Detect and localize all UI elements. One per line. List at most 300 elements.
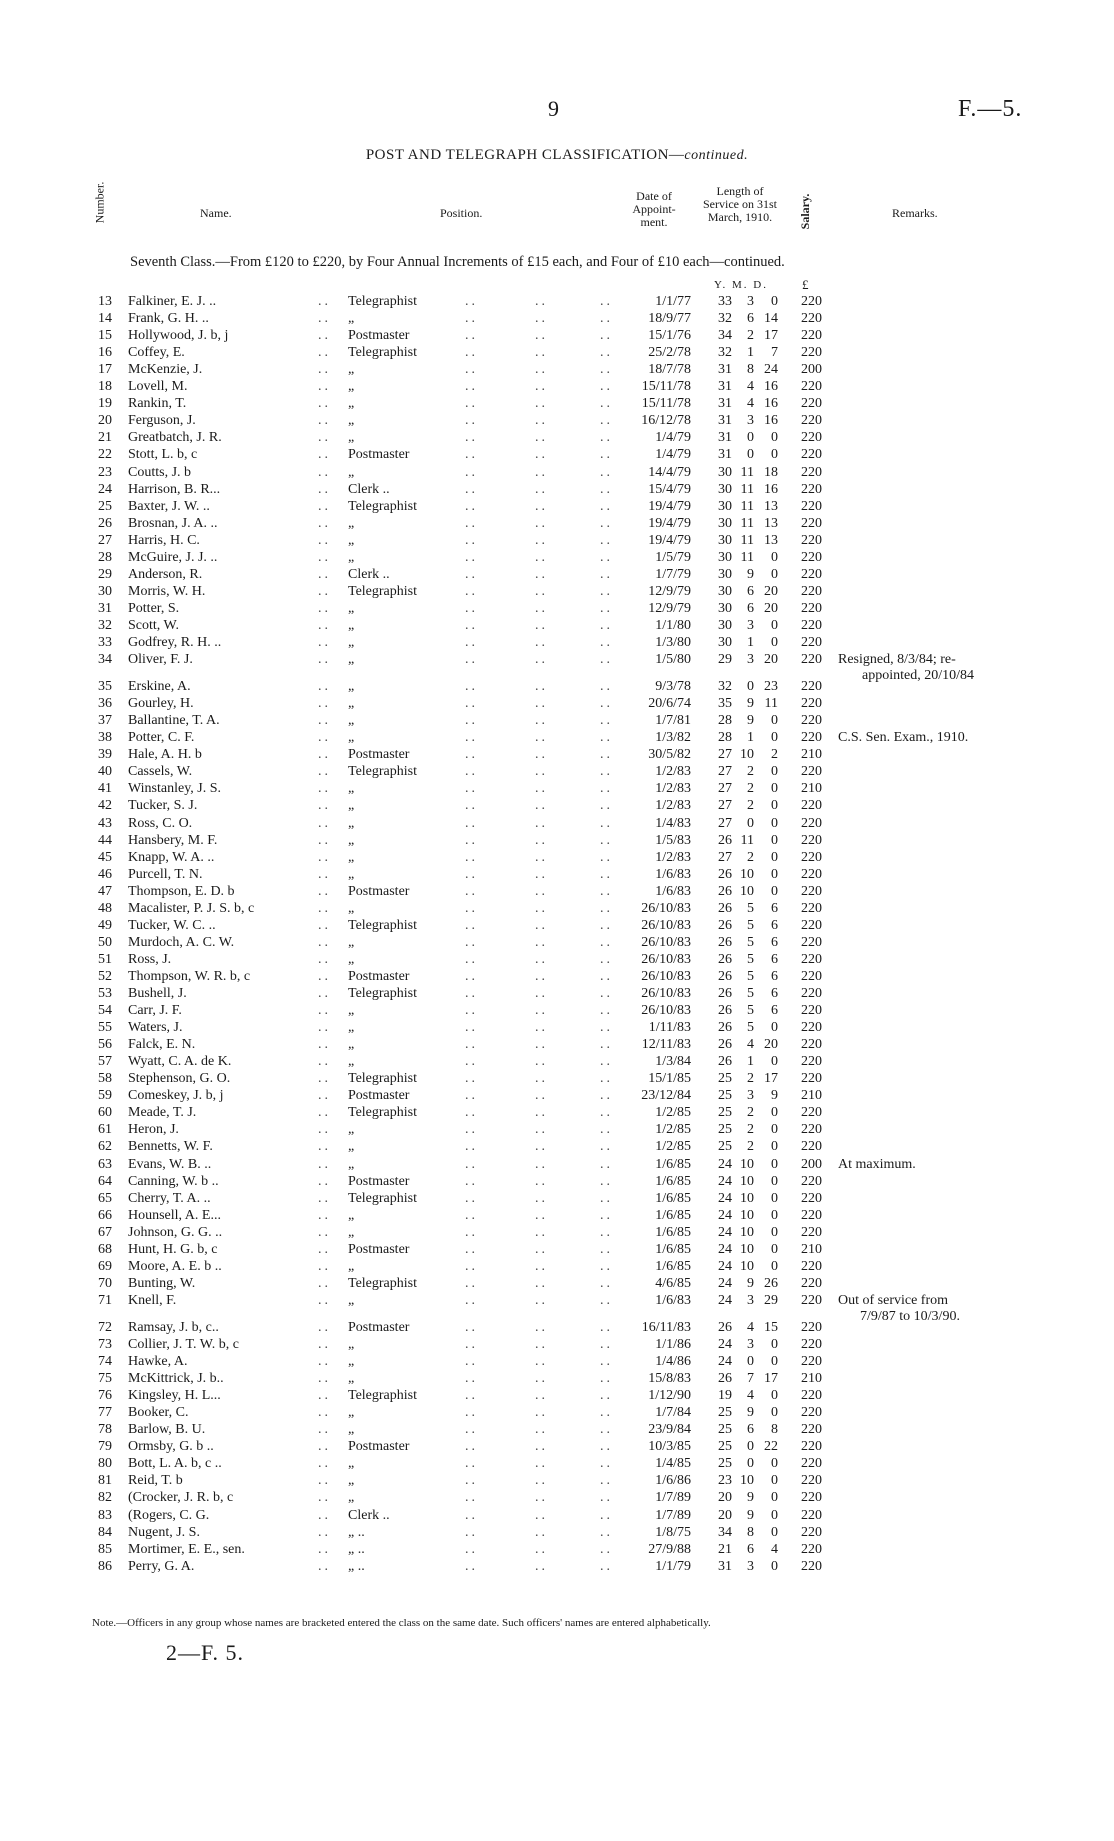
cell-n: 18: [98, 379, 112, 395]
table-row: .. .. .. .. 78 Barlow, B. U. „ 23/9/84 25 6 8 220: [0, 1421, 1114, 1438]
cell-d: 0: [771, 1354, 778, 1370]
cell-name: Barlow, B. U.: [128, 1422, 206, 1438]
table-row: .. .. .. .. 27 Harris, H. C. „ 19/4/79 30 11 13 220: [0, 532, 1114, 549]
table-row: .. .. .. .. 16 Coffey, E. Telegraphist 25/2/78 32 1 7 220: [0, 344, 1114, 361]
cell-d: 0: [771, 781, 778, 797]
cell-date: 1/6/85: [655, 1258, 691, 1274]
cell-name: Bennetts, W. F.: [128, 1139, 213, 1155]
cell-d: 14: [764, 311, 778, 327]
cell-date: 1/6/83: [655, 1292, 691, 1308]
cell-d: 0: [771, 849, 778, 865]
cell-pos: Clerk ..: [348, 566, 390, 582]
cell-y: 32: [718, 679, 732, 695]
cell-sal: 220: [801, 430, 822, 446]
cell-sal: 220: [801, 968, 822, 984]
cell-name: Waters, J.: [128, 1020, 183, 1036]
cell-name: Godfrey, R. H. ..: [128, 635, 222, 650]
cell-m: 9: [747, 713, 754, 729]
cell-d: 16: [764, 481, 778, 497]
cell-sal: 220: [801, 696, 822, 712]
cell-m: 11: [740, 498, 754, 514]
cell-date: 1/1/77: [655, 294, 691, 309]
cell-name: Brosnan, J. A. ..: [128, 515, 218, 531]
cell-d: 0: [771, 1173, 778, 1189]
table-row: .. .. .. .. 40 Cassels, W. Telegraphist 1/2/83 27 2 0 220: [0, 763, 1114, 780]
cell-pos: „: [348, 713, 355, 729]
table-row: .. .. .. .. 32 Scott, W. „ 1/1/80 30 3 0 220: [0, 617, 1114, 634]
table-row: .. .. .. .. 52 Thompson, W. R. b, c Postmaster 26/10/83 26 5 6 220: [0, 968, 1114, 985]
cell-name: Hollywood, J. b, j: [128, 328, 229, 344]
cell-y: 30: [718, 566, 732, 582]
cell-sal: 220: [801, 447, 822, 463]
cell-pos: Telegraphist: [348, 294, 417, 309]
cell-name: Morris, W. H.: [128, 583, 206, 599]
cell-sal: 220: [801, 464, 822, 480]
cell-date: 16/12/78: [641, 413, 691, 429]
cell-m: 5: [747, 917, 754, 933]
cell-rem: At maximum.: [838, 1156, 916, 1172]
cell-sal: 220: [801, 1292, 822, 1308]
cell-pos: „: [348, 1139, 355, 1155]
cell-date: 1/2/83: [655, 798, 691, 814]
cell-m: 4: [747, 1319, 754, 1335]
cell-y: 31: [718, 413, 732, 429]
cell-y: 30: [718, 635, 732, 650]
cell-sal: 220: [801, 730, 822, 746]
cell-name: Bott, L. A. b, c ..: [128, 1456, 222, 1472]
cell-d: 0: [771, 1558, 778, 1574]
cell-date: 1/1/86: [655, 1337, 691, 1352]
cell-n: 41: [98, 781, 112, 797]
table-row: .. .. .. .. 50 Murdoch, A. C. W. „ 26/10/83 26 5 6 220: [0, 934, 1114, 951]
cell-n: 14: [98, 311, 112, 327]
cell-pos: „: [348, 617, 355, 633]
cell-pos: „: [348, 1003, 355, 1019]
col-header-name: Name.: [200, 206, 232, 220]
table-row: .. .. .. .. 61 Heron, J. „ 1/2/85 25 2 0 220: [0, 1121, 1114, 1138]
cell-n: 27: [98, 532, 112, 548]
cell-pos: Postmaster: [348, 1088, 410, 1104]
cell-d: 0: [771, 764, 778, 780]
cell-pos: „: [348, 600, 355, 616]
cell-pos: „: [348, 781, 355, 797]
title-text: POST AND TELEGRAPH CLASSIFICATION—: [365, 147, 685, 163]
cell-pos: „: [348, 679, 355, 695]
cell-d: 0: [771, 1207, 778, 1223]
table-row: .. .. .. .. 55 Waters, J. „ 1/11/83 26 5 0 220: [0, 1019, 1114, 1036]
cell-name: Carr, J. F.: [128, 1003, 182, 1019]
cell-date: 1/11/83: [648, 1020, 691, 1036]
cell-pos: „: [348, 696, 355, 712]
cell-pos: Telegraphist: [348, 1190, 417, 1206]
cell-y: 24: [718, 1207, 732, 1223]
cell-n: 30: [98, 583, 112, 599]
cell-n: 24: [98, 481, 112, 497]
cell-y: 27: [718, 798, 732, 814]
cell-date: 23/12/84: [641, 1088, 691, 1104]
cell-n: 70: [98, 1275, 112, 1291]
cell-d: 23: [764, 679, 778, 695]
cell-name: Baxter, J. W. ..: [128, 498, 210, 514]
cell-n: 44: [98, 832, 112, 848]
cell-m: 10: [740, 1473, 754, 1489]
cell-date: 15/1/85: [648, 1071, 691, 1087]
cell-y: 31: [718, 362, 732, 378]
class-heading: Seventh Class.—From £120 to £220, by Four Annual Increments of £15 each, and Four of £10 each—continued.: [130, 254, 785, 270]
cell-m: 1: [747, 1054, 754, 1070]
cell-sal: 220: [801, 498, 822, 514]
cell-y: 24: [718, 1241, 732, 1257]
cell-d: 16: [764, 413, 778, 429]
cell-d: 0: [771, 713, 778, 729]
cell-n: 63: [98, 1156, 112, 1172]
cell-date: 19/4/79: [648, 532, 691, 548]
cell-n: 65: [98, 1190, 112, 1206]
cell-name: Stephenson, G. O.: [128, 1071, 231, 1087]
cell-m: 3: [747, 1292, 754, 1308]
cell-d: 8: [771, 1422, 778, 1438]
table-row: .. .. .. .. 71 Knell, F. „ 1/6/83 24 3 29 220 Out of service from: [0, 1292, 1114, 1309]
cell-pos: „: [348, 1156, 355, 1172]
cell-pos: „: [348, 730, 355, 746]
page-title: [0, 147, 1114, 164]
cell-d: 0: [771, 617, 778, 633]
cell-sal: 220: [801, 1558, 822, 1574]
cell-y: 24: [718, 1354, 732, 1370]
cell-n: 67: [98, 1224, 112, 1240]
cell-date: 23/9/84: [648, 1422, 691, 1438]
cell-date: 1/2/85: [655, 1105, 691, 1121]
footer-id: 2—F. 5.: [166, 1640, 244, 1665]
cell-name: Hunt, H. G. b, c: [128, 1241, 218, 1257]
cell-date: 1/7/79: [655, 566, 691, 582]
cell-date: 12/9/79: [648, 583, 691, 599]
cell-date: 26/10/83: [641, 934, 691, 950]
table-row: .. .. .. .. 77 Booker, C. „ 1/7/84 25 9 0 220: [0, 1404, 1114, 1421]
cell-date: 14/4/79: [648, 464, 691, 480]
cell-date: 26/10/83: [641, 900, 691, 916]
cell-y: 24: [718, 1337, 732, 1352]
cell-d: 20: [764, 1037, 778, 1053]
cell-d: 0: [771, 635, 778, 650]
cell-sal: 220: [801, 583, 822, 599]
cell-date: 18/7/78: [648, 362, 691, 378]
cell-pos: Postmaster: [348, 1241, 410, 1257]
cell-name: Scott, W.: [128, 617, 179, 633]
cell-n: 49: [98, 917, 112, 933]
cell-m: 2: [747, 1139, 754, 1155]
cell-name: Erskine, A.: [128, 679, 191, 695]
cell-y: 24: [718, 1292, 732, 1308]
cell-sal: 220: [801, 549, 822, 565]
cell-pos: „: [348, 1405, 355, 1421]
cell-n: 29: [98, 566, 112, 582]
table-row: .. .. .. .. 80 Bott, L. A. b, c .. „ 1/4/85 25 0 0 220: [0, 1455, 1114, 1472]
cell-y: 27: [718, 764, 732, 780]
cell-pos: „: [348, 1292, 355, 1308]
cell-d: 16: [764, 379, 778, 395]
cell-n: 66: [98, 1207, 112, 1223]
cell-pos: Telegraphist: [348, 1275, 417, 1291]
cell-n: 43: [98, 815, 112, 831]
table-row: .. .. .. .. 41 Winstanley, J. S. „ 1/2/83 27 2 0 210: [0, 780, 1114, 797]
cell-name: McGuire, J. J. ..: [128, 549, 218, 565]
cell-rem: Out of service from: [838, 1292, 949, 1308]
cell-m: 2: [747, 764, 754, 780]
cell-name: Heron, J.: [128, 1122, 179, 1138]
cell-name: Knell, F.: [128, 1292, 177, 1308]
cell-date: 1/3/82: [655, 730, 691, 746]
cell-sal: 220: [801, 1524, 822, 1540]
cell-sal: 220: [801, 1319, 822, 1335]
cell-n: 81: [98, 1473, 112, 1489]
cell-sal: 220: [801, 1224, 822, 1240]
cell-date: 4/6/85: [655, 1275, 691, 1291]
cell-date: 15/8/83: [648, 1371, 691, 1387]
cell-name: Meade, T. J.: [128, 1105, 197, 1121]
cell-n: 85: [98, 1541, 112, 1557]
cell-pos: „: [348, 1224, 355, 1240]
cell-sal: 210: [801, 1371, 822, 1387]
cell-y: 24: [718, 1224, 732, 1240]
cell-n: 51: [98, 951, 112, 967]
cell-m: 5: [747, 951, 754, 967]
cell-d: 18: [764, 464, 778, 480]
cell-pos: „: [348, 951, 355, 967]
cell-y: 26: [718, 986, 732, 1001]
cell-date: 1/2/83: [655, 781, 691, 797]
cell-n: 37: [98, 713, 112, 729]
cell-name: Hawke, A.: [128, 1354, 188, 1370]
cell-d: 6: [771, 1003, 778, 1019]
table-row: .. .. .. .. 13 Falkiner, E. J. .. Telegraphist 1/1/77 33 3 0 220: [0, 293, 1114, 310]
cell-sal: 220: [801, 1422, 822, 1438]
table-row: .. .. .. .. 20 Ferguson, J. „ 16/12/78 31 3 16 220: [0, 412, 1114, 429]
col-header-length: Length of Service on 31st March, 1910.: [703, 184, 777, 224]
cell-name: Harris, H. C.: [128, 532, 200, 548]
cell-date: 30/5/82: [648, 747, 691, 763]
cell-d: 0: [771, 447, 778, 463]
cell-sal: 220: [801, 1541, 822, 1557]
cell-sal: 220: [801, 1275, 822, 1291]
cell-y: 25: [718, 1071, 732, 1087]
cell-y: 24: [718, 1258, 732, 1274]
cell-y: 31: [718, 396, 732, 412]
cell-pos: „: [348, 652, 355, 668]
cell-m: 5: [747, 968, 754, 984]
cell-m: 10: [740, 747, 754, 763]
cell-y: 30: [718, 464, 732, 480]
table-row: .. .. .. .. 67 Johnson, G. G. .. „ 1/6/85 24 10 0 220: [0, 1224, 1114, 1241]
cell-date: 26/10/83: [641, 951, 691, 967]
table-row: .. .. .. .. 79 Ormsby, G. b .. Postmaster 10/3/85 25 0 22 220: [0, 1438, 1114, 1455]
cell-sal: 200: [801, 1156, 822, 1172]
cell-date: 1/4/79: [655, 447, 691, 463]
cell-n: 48: [98, 900, 112, 916]
cell-date: 26/10/83: [641, 986, 691, 1001]
cell-d: 0: [771, 798, 778, 814]
cell-m: 3: [747, 413, 754, 429]
cell-y: 21: [718, 1541, 732, 1557]
cell-sal: 220: [801, 635, 822, 650]
cell-y: 30: [718, 600, 732, 616]
cell-d: 0: [771, 1337, 778, 1352]
cell-y: 26: [718, 866, 732, 882]
cell-name: Ballantine, T. A.: [128, 713, 220, 729]
cell-m: 0: [747, 1456, 754, 1472]
cell-m: 11: [740, 515, 754, 531]
cell-y: 30: [718, 583, 732, 599]
table-row: .. .. .. .. 48 Macalister, P. J. S. b, c „ 26/10/83 26 5 6 220: [0, 900, 1114, 917]
cell-pos: „: [348, 532, 355, 548]
table-row: .. .. .. .. 65 Cherry, T. A. .. Telegraphist 1/6/85 24 10 0 220: [0, 1190, 1114, 1207]
cell-n: 79: [98, 1439, 112, 1455]
cell-n: 76: [98, 1388, 112, 1404]
cell-m: 4: [747, 396, 754, 412]
cell-n: 50: [98, 934, 112, 950]
cell-y: 30: [718, 549, 732, 565]
cell-name: Rankin, T.: [128, 396, 187, 412]
cell-pos: „: [348, 832, 355, 848]
cell-pos: „: [348, 934, 355, 950]
cell-d: 0: [771, 815, 778, 831]
cell-sal: 220: [801, 917, 822, 933]
cell-name: Coutts, J. b: [128, 464, 192, 480]
cell-name: Cherry, T. A. ..: [128, 1190, 211, 1206]
table-row: .. .. .. .. 14 Frank, G. H. .. „ 18/9/77 32 6 14 220: [0, 310, 1114, 327]
cell-sal: 210: [801, 1088, 822, 1104]
cell-sal: 220: [801, 311, 822, 327]
cell-pos: „: [348, 1207, 355, 1223]
cell-d: 16: [764, 396, 778, 412]
table-row: .. .. .. .. 25 Baxter, J. W. .. Telegraphist 19/4/79 30 11 13 220: [0, 498, 1114, 515]
cell-name: Knapp, W. A. ..: [128, 849, 215, 865]
cell-sal: 220: [801, 1456, 822, 1472]
cell-d: 20: [764, 600, 778, 616]
cell-n: 73: [98, 1337, 112, 1352]
cell-d: 4: [771, 1541, 778, 1557]
cell-n: 36: [98, 696, 112, 712]
cell-name: Harrison, B. R...: [128, 481, 221, 497]
cell-pos: „: [348, 1020, 355, 1036]
cell-y: 26: [718, 934, 732, 950]
cell-d: 0: [771, 1405, 778, 1421]
cell-n: 86: [98, 1558, 112, 1574]
cell-date: 1/3/80: [655, 635, 691, 650]
cell-pos: Telegraphist: [348, 764, 417, 780]
cell-n: 45: [98, 849, 112, 865]
cell-m: 4: [747, 1388, 754, 1404]
cell-date: 1/6/86: [655, 1473, 691, 1489]
cell-m: 10: [740, 1156, 754, 1172]
cell-name: Booker, C.: [128, 1405, 189, 1421]
cell-n: 38: [98, 730, 112, 746]
cell-n: 64: [98, 1173, 112, 1189]
cell-date: 19/4/79: [648, 515, 691, 531]
cell-date: 19/4/79: [648, 498, 691, 514]
table-row: .. .. .. .. 33 Godfrey, R. H. .. „ 1/3/80 30 1 0 220: [0, 634, 1114, 651]
cell-m: 4: [747, 379, 754, 395]
cell-m: 6: [747, 1422, 754, 1438]
cell-n: 15: [98, 328, 112, 344]
cell-y: 24: [718, 1173, 732, 1189]
cell-n: 42: [98, 798, 112, 814]
cell-y: 30: [718, 532, 732, 548]
table-row: .. .. .. .. 68 Hunt, H. G. b, c Postmaster 1/6/85 24 10 0 210: [0, 1241, 1114, 1258]
cell-name: Mortimer, E. E., sen.: [128, 1541, 245, 1557]
cell-m: 10: [740, 1207, 754, 1223]
cell-name: Johnson, G. G. ..: [128, 1224, 223, 1240]
table-row: .. .. .. .. 30 Morris, W. H. Telegraphist 12/9/79 30 6 20 220: [0, 583, 1114, 600]
cell-d: 6: [771, 951, 778, 967]
cell-d: 0: [771, 1156, 778, 1172]
cell-date: 1/2/83: [655, 764, 691, 780]
cell-name: Ramsay, J. b, c..: [128, 1319, 219, 1335]
table-row: .. .. .. .. 86 Perry, G. A. „ .. 1/1/79 31 3 0 220: [0, 1558, 1114, 1575]
table-row: .. .. .. .. 76 Kingsley, H. L... Telegraphist 1/12/90 19 4 0 220: [0, 1387, 1114, 1404]
cell-n: 72: [98, 1319, 112, 1335]
cell-name: Moore, A. E. b ..: [128, 1258, 222, 1274]
cell-sal: 210: [801, 747, 822, 763]
cell-m: 5: [747, 900, 754, 916]
cell-d: 6: [771, 900, 778, 916]
cell-sal: 220: [801, 832, 822, 848]
cell-date: 1/6/85: [655, 1207, 691, 1223]
cell-y: 26: [718, 900, 732, 916]
cell-pos: „: [348, 413, 355, 429]
cell-d: 0: [771, 1241, 778, 1257]
table-row: .. .. .. .. 26 Brosnan, J. A. .. „ 19/4/79 30 11 13 220: [0, 515, 1114, 532]
cell-pos: Telegraphist: [348, 345, 417, 361]
table-row: .. .. .. .. 66 Hounsell, A. E... „ 1/6/85 24 10 0 220: [0, 1207, 1114, 1224]
cell-y: 26: [718, 832, 732, 848]
cell-sal: 220: [801, 1337, 822, 1352]
cell-name: Falkiner, E. J. ..: [128, 294, 217, 309]
table-row: .. .. .. .. 18 Lovell, M. „ 15/11/78 31 4 16 220: [0, 378, 1114, 395]
cell-d: 0: [771, 1139, 778, 1155]
cell-y: 26: [718, 1020, 732, 1036]
cell-y: 34: [718, 1524, 732, 1540]
cell-m: 0: [747, 447, 754, 463]
cell-date: 1/1/80: [655, 617, 691, 633]
cell-sal: 220: [801, 951, 822, 967]
cell-n: 57: [98, 1054, 112, 1070]
cell-n: 47: [98, 883, 112, 899]
cell-sal: 220: [801, 1003, 822, 1019]
cell-y: 26: [718, 1003, 732, 1019]
cell-date: 15/11/78: [641, 379, 691, 395]
table-row: .. .. .. .. 19 Rankin, T. „ 15/11/78 31 4 16 220: [0, 395, 1114, 412]
table-row: .. .. .. .. 73 Collier, J. T. W. b, c „ 1/1/86 24 3 0 220: [0, 1336, 1114, 1353]
table-row: .. .. .. .. 34 Oliver, F. J. „ 1/5/80 29 3 20 220 Resigned, 8/3/84; re-: [0, 651, 1114, 668]
cell-name: Hale, A. H. b: [128, 747, 202, 763]
cell-d: 6: [771, 986, 778, 1001]
cell-m: 9: [747, 1275, 754, 1291]
cell-sal: 220: [801, 883, 822, 899]
cell-m: 3: [747, 617, 754, 633]
table-row: .. .. .. .. 17 McKenzie, J. „ 18/7/78 31 8 24 200: [0, 361, 1114, 378]
cell-sal: 220: [801, 1388, 822, 1404]
cell-d: 29: [764, 1292, 778, 1308]
cell-sal: 220: [801, 1071, 822, 1087]
table-row: .. .. .. .. 38 Potter, C. F. „ 1/3/82 28 1 0 220 C.S. Sen. Exam., 1910.: [0, 729, 1114, 746]
cell-pos: Telegraphist: [348, 498, 417, 514]
cell-pos: Postmaster: [348, 747, 410, 763]
cell-name: Comeskey, J. b, j: [128, 1088, 224, 1104]
cell-n: 77: [98, 1405, 112, 1421]
cell-pos: „: [348, 1371, 355, 1387]
cell-name: Collier, J. T. W. b, c: [128, 1337, 239, 1352]
